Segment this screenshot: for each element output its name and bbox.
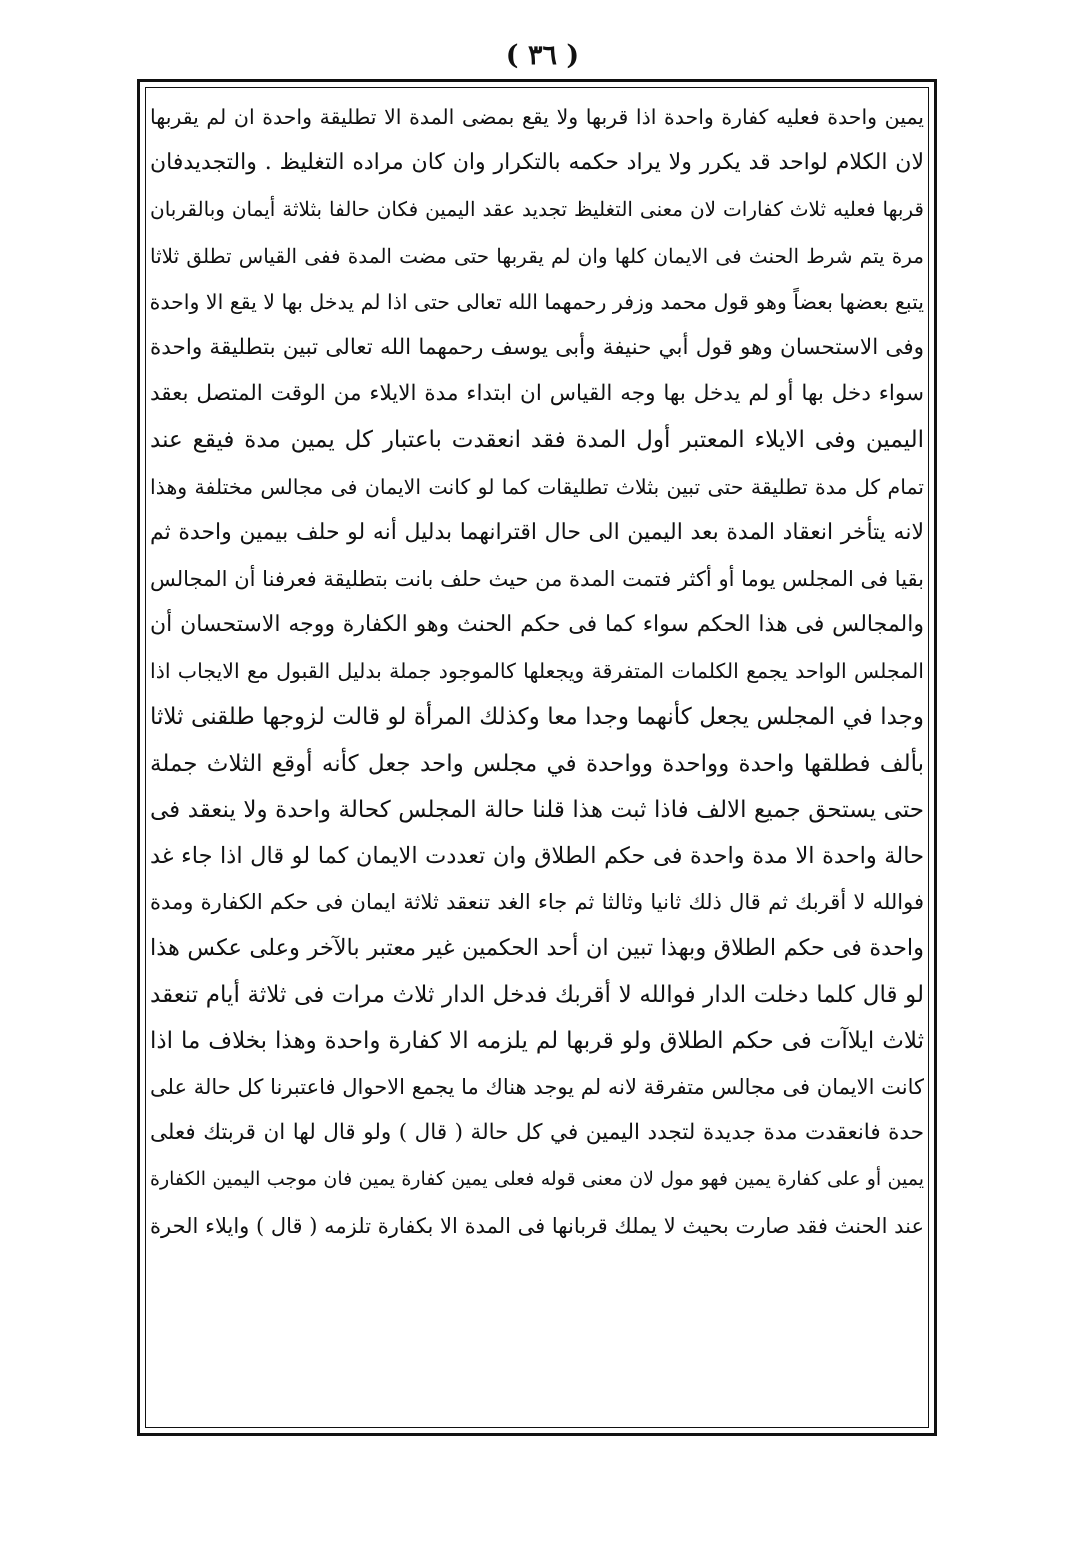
text-line-9: تمام كل مدة تطليقة حتى تبين بثلاث تطليقات كما لو كانت الايمان فى مجالس مختلفة وهذا <box>150 474 924 499</box>
text-line-18: فوالله لا أقربك ثم قال ذلك ثانيا وثالثا ثم جاء الغد تنعقد ثلاثة ايمان فى حكم الكفارة ومدة <box>150 890 924 915</box>
text-line-19: واحدة فى حكم الطلاق وبهذا تبين ان أحد الحكمين غير معتبر بالآخر وعلى عكس هذا <box>150 935 924 962</box>
body-text <box>146 94 928 1249</box>
page-number: ( ٣٦ ) <box>505 40 580 71</box>
text-line-20: لو قال كلما دخلت الدار فوالله لا أقربك فدخل الدار ثلاث مرات فى ثلاثة أيام تنعقد <box>150 981 924 1008</box>
text-line-10: لانه يتأخر انعقاد المدة بعد اليمين الى حال اقترانهما بدليل أنه لو حلف بيمين واحدة ثم <box>150 519 924 545</box>
text-line-8: اليمين وفى الايلاء المعتبر أول المدة فقد انعقدت باعتبار كل يمين مدة فيقع عند <box>150 427 924 454</box>
text-line-1: يمين واحدة فعليه كفارة واحدة اذا قربها ولا يقع بمضى المدة الا تطليقة واحدة ان لم يقربها <box>150 105 924 129</box>
text-line-7: سواء دخل بها أو لم يدخل بها وجه القياس ان ابتداء مدة الايلاء من الوقت المتصل بعقد <box>150 381 924 407</box>
text-line-23: حدة فانعقدت مدة جديدة لتجدد اليمين في كل حالة ( قال ) ولو قال لها ان قربتك فعلى <box>150 1120 924 1146</box>
text-line-5: يتبع بعضها بعضاً وهو قول محمد وزفر رحمهما الله تعالى حتى اذا لم يدخل بها لا يقع الا واحدة <box>149 289 924 314</box>
text-line-22: كانت الايمان فى مجالس متفرقة لانه لم يوجد هناك ما يجمع الاحوال فاعتبرنا كل حالة على <box>150 1074 924 1099</box>
text-line-16: حتى يستحق جميع الالف فاذا ثبت هذا قلنا حالة المجلس كحالة واحدة ولا ينعقد فى <box>150 796 924 823</box>
text-line-12: والمجالس فى هذا الحكم سواء كما فى حكم الحنث وهو الكفارة ووجه الاستحسان أن <box>150 612 924 638</box>
text-line-13: المجلس الواحد يجمع الكلمات المتفرقة ويجعلها كالموجود جملة بدليل القبول مع الايجاب اذا <box>150 659 924 684</box>
text-line-15: بألف فطلقها واحدة وواحدة وواحدة في مجلس واحد جعل كأنه أوقع الثلاث جملة <box>150 750 924 777</box>
text-line-4: مرة يتم شرط الحنث فى الايمان كلها وان لم يقربها حتى مضت المدة ففى القياس تطلق ثلاثا <box>150 243 924 268</box>
text-line-17: حالة واحدة الا مدة واحدة فى حكم الطلاق وان تعددت الايمان كما لو قال اذا جاء غد <box>150 843 924 869</box>
text-line-11: بقيا فى المجلس يوما أو أكثر فتمت المدة من حيث حلف بانت بتطليقة فعرفنا أن المجالس <box>150 566 924 591</box>
text-line-3: قربها فعليه ثلاث كفارات لان معنى التغليظ تجديد عقد اليمين فكان حالفا بثلاثة أيمان وبالقربان <box>150 197 924 222</box>
text-line-25: عند الحنث فقد صارت بحيث لا يملك قربانها فى المدة الا بكفارة تلزمه ( قال ) وايلاء الحرة <box>150 1213 924 1238</box>
text-line-6: وفى الاستحسان وهو قول أبي حنيفة وأبى يوسف رحمهما الله تعالى تبين بتطليقة واحدة <box>150 334 924 360</box>
text-line-2: لان الكلام لواحد قد يكرر ولا يراد حكمه بالتكرار وان كان مراده التغليظ . والتجديدفان <box>150 150 924 176</box>
text-line-21: ثلاث ايلاآت فى حكم الطلاق ولو قربها لم يلزمه الا كفارة واحدة وهذا بخلاف ما اذا <box>150 1027 924 1054</box>
text-line-24: يمين أو على كفارة يمين فهو مول لان معنى قوله فعلى يمين كفارة يمين فان موجب اليمين الكفارة <box>150 1168 924 1191</box>
text-line-14: وجدا في المجلس يجعل كأنهما وجدا معا وكذلك المرأة لو قالت لزوجها طلقنى ثلاثا <box>150 704 924 731</box>
